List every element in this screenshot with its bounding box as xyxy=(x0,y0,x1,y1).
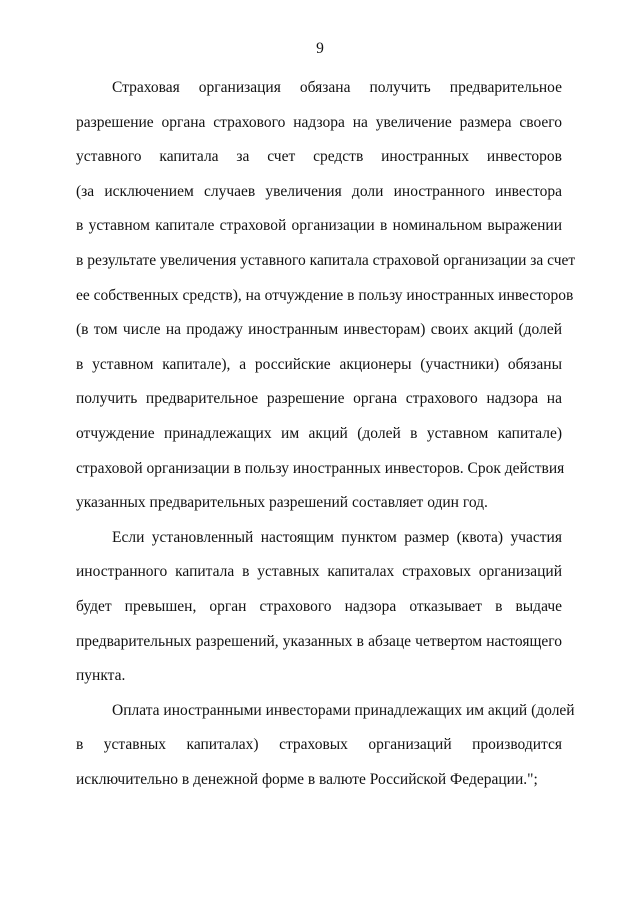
text-line: в уставном капитале), а российские акционеры (участники) обязаны xyxy=(76,355,562,373)
page-number: 9 xyxy=(316,40,324,57)
text-line: будет превышен, орган страхового надзора отказывает в выдаче xyxy=(76,598,562,615)
text-line: предварительных разрешений, указанных в абзаце четвертом настоящего xyxy=(76,632,562,650)
text-line: отчуждение принадлежащих им акций (долей в уставном капитале) xyxy=(76,425,562,442)
text-line: разрешение органа страхового надзора на увеличение размера своего xyxy=(76,113,562,131)
text-line: указанных предварительных разрешений составляет один год. xyxy=(76,494,488,512)
text-line: в уставном капитале страховой организации в номинальном выражении xyxy=(76,217,562,235)
text-line: получить предварительное разрешение органа страхового надзора на xyxy=(76,390,562,408)
text-line: Оплата иностранными инвесторами принадлежащих им акций (долей xyxy=(112,701,575,719)
text-line: пункта. xyxy=(76,667,126,685)
text-line: (в том числе на продажу иностранным инвесторам) своих акций (долей xyxy=(76,321,562,339)
text-line: страховой организации в пользу иностранных инвесторов. Срок действия xyxy=(76,459,565,477)
text-line: (за исключением случаев увеличения доли иностранного инвестора xyxy=(76,182,562,200)
text-line: уставного капитала за счет средств иностранных инвесторов xyxy=(76,148,562,166)
text-line: в уставных капиталах) страховых организаций производится xyxy=(76,736,562,754)
text-line: Страховая организация обязана получить предварительное xyxy=(112,79,562,96)
text-line: исключительно в денежной форме в валюте Российской Федерации."; xyxy=(76,771,538,788)
text-line: ее собственных средств), на отчуждение в пользу иностранных инвесторов xyxy=(76,286,574,304)
text-line: иностранного капитала в уставных капиталах страховых организаций xyxy=(76,563,562,581)
text-line: Если установленный настоящим пунктом размер (квота) участия xyxy=(112,528,562,546)
text-line: в результате увеличения уставного капитала страховой организации за счет xyxy=(76,252,576,269)
